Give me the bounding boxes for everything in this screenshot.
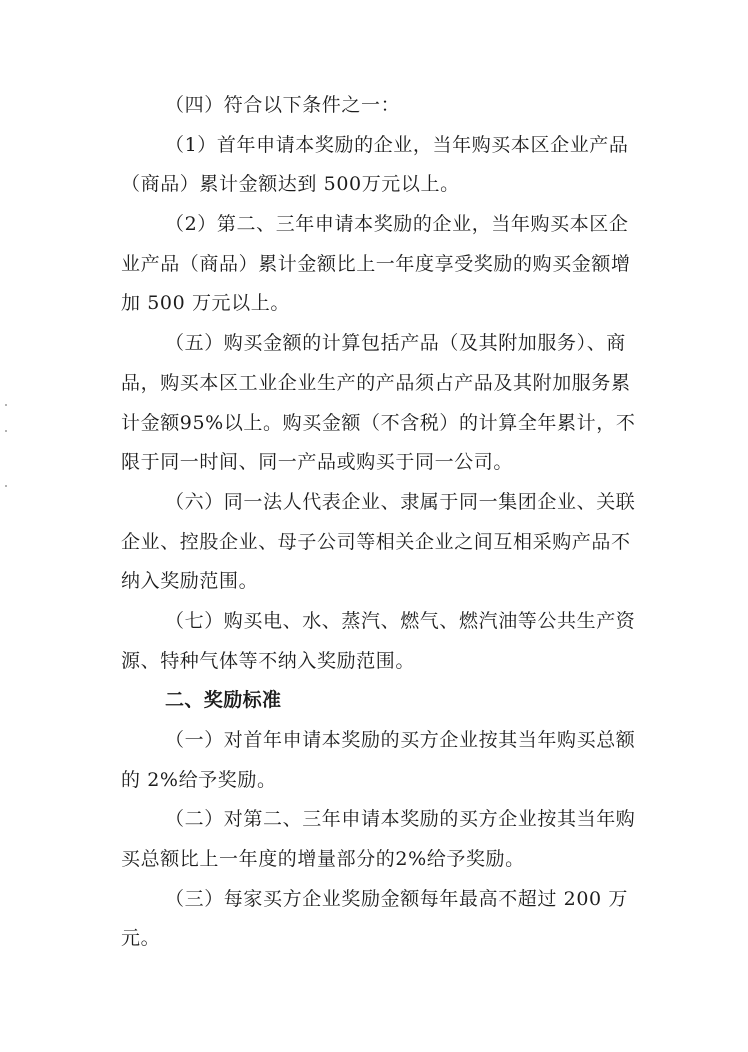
scan-artifact-dot	[5, 430, 7, 432]
clause-4-2-line-1: （2）第二、三年申请本奖励的企业，当年购买本区企	[165, 213, 629, 236]
clause-5-line-4: 限于同一时间、同一产品或购买于同一公司。	[121, 451, 514, 474]
clause-5-line-1: （五）购买金额的计算包括产品（及其附加服务）、商	[165, 332, 626, 355]
clause-4-1-line-1: （1）首年申请本奖励的企业，当年购买本区企业产品	[165, 133, 629, 156]
standard-1-line-2: 的 2%给予奖励。	[121, 768, 277, 791]
standard-2-line-2: 买总额比上一年度的增量部分的2%给予奖励。	[121, 848, 525, 871]
document-body	[121, 86, 647, 959]
clause-6-line-2: 企业、控股企业、母子公司等相关企业之间互相采购产品不	[121, 530, 631, 553]
scan-artifact-dot	[5, 485, 7, 487]
clause-4-title: （四）符合以下条件之一：	[165, 94, 401, 116]
clause-7-line-1: （七）购买电、水、蒸汽、燃气、燃汽油等公共生产资	[165, 609, 636, 632]
scan-artifact-dot	[5, 404, 7, 406]
standard-3-line-2: 元。	[121, 927, 161, 950]
clause-6-line-1: （六）同一法人代表企业、隶属于同一集团企业、关联	[165, 490, 636, 513]
clause-4-2-line-3: 加 500 万元以上。	[121, 292, 290, 315]
clause-7-line-2: 源、特种气体等不纳入奖励范围。	[121, 649, 416, 672]
clause-6-line-3: 纳入奖励范围。	[121, 570, 259, 593]
section-2-heading: 二、奖励标准	[165, 689, 282, 712]
clause-5-line-2: 品，购买本区工业企业生产的产品须占产品及其附加服务累	[121, 371, 631, 394]
clause-4-1-line-2: （商品）累计金额达到 500万元以上。	[121, 173, 460, 196]
standard-3-line-1: （三）每家买方企业奖励金额每年最高不超过 200 万	[165, 887, 628, 910]
clause-4-2-line-2: 业产品（商品）累计金额比上一年度享受奖励的购买金额增	[121, 252, 631, 275]
clause-5-line-3: 计金额95%以上。购买金额（不含税）的计算全年累计，不	[121, 411, 636, 434]
standard-2-line-1: （二）对第二、三年申请本奖励的买方企业按其当年购	[165, 808, 636, 831]
standard-1-line-1: （一）对首年申请本奖励的买方企业按其当年购买总额	[165, 729, 636, 751]
